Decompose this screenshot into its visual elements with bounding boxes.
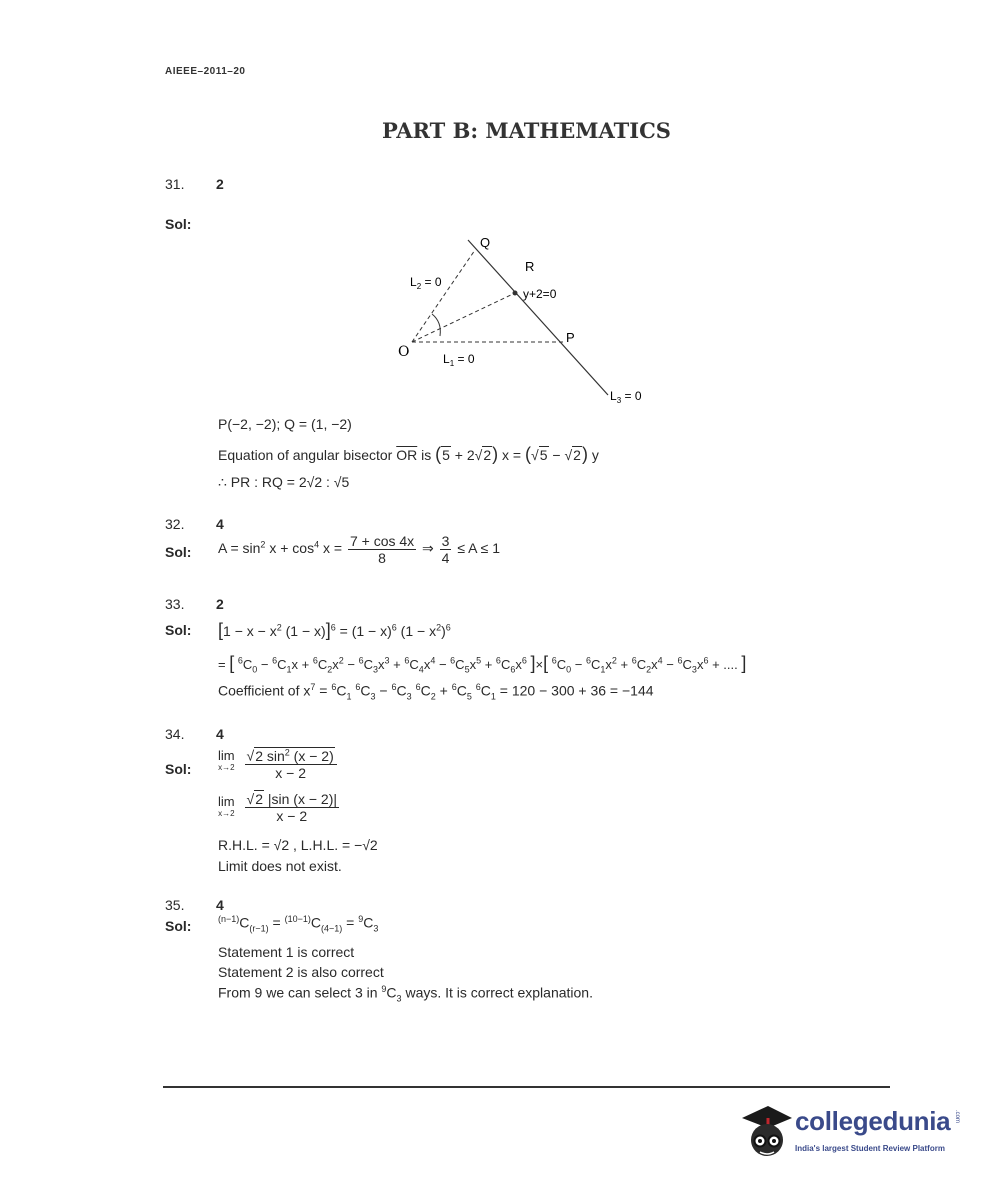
answer-32: 4	[216, 516, 224, 532]
sol31-line3: ∴ PR : RQ = 2√2 : √5	[218, 474, 350, 490]
sol31-line1: P(−2, −2); Q = (1, −2)	[218, 416, 352, 432]
brand-tagline: India's largest Student Review Platform	[795, 1144, 945, 1153]
answer-35: 4	[216, 897, 224, 913]
sol31-line2: Equation of angular bisector $\overline{OR}$ is (5 + 2√2) x = (√5 − √2) y	[218, 444, 599, 464]
sol35-line4: From 9 we can select 3 in $^9C_3$ ways. It is correct explanation.	[218, 984, 593, 1004]
label-r: R	[525, 259, 535, 274]
sol35-line3: Statement 2 is also correct	[218, 964, 384, 980]
page-header-code: AIEEE–2011–20	[165, 66, 246, 77]
point-r	[513, 291, 518, 296]
question-number-33: 33.	[165, 596, 185, 612]
sol34-line1: lim x→2 $\frac{√2 \sin^2 (x - 2)}{x - 2}$	[218, 744, 339, 781]
question-number-32: 32.	[165, 516, 185, 532]
label-o: O	[398, 344, 410, 360]
question-number-31: 31.	[165, 176, 185, 192]
sol32-line1: $A = \sin^2 x + \cos^4 x$ = $\frac{7 + \cos 4x}{8}$ ⇒ $\frac{3}{4}$ ≤ A ≤ 1	[218, 533, 500, 566]
question-number-34: 34.	[165, 726, 185, 742]
solution-label-33: Sol:	[165, 622, 192, 638]
geometry-diagram	[380, 230, 680, 410]
line-l3	[468, 240, 608, 395]
footer-rule	[163, 1086, 890, 1088]
collegedunia-mascot-icon	[738, 1100, 794, 1160]
label-l2: $L_2 = 0$	[410, 275, 442, 291]
sol33-line1: [$1 - x - x^2$ $(1 - x)]^6 = (1 - x)^6$ $(1 - x^2)^6$	[218, 620, 451, 640]
sol34-line3: R.H.L. = √2 , L.H.L. = −√2	[218, 837, 378, 853]
solution-label-35: Sol:	[165, 918, 192, 934]
sol35-line1: $^{(n-1)}C_{(r-1)} = ^{(10-1)}C_{(4-1)} = ^9C_3$	[218, 914, 379, 934]
solution-label-34: Sol:	[165, 761, 192, 777]
question-number-35: 35.	[165, 897, 185, 913]
sol34-line4: Limit does not exist.	[218, 858, 342, 874]
answer-31: 2	[216, 176, 224, 192]
sol34-line2: lim x→2 $\frac{√2 |\sin (x - 2)|}{x - 2}$	[218, 791, 337, 824]
label-q: Q	[480, 235, 491, 250]
brand-dotcom: .com	[954, 1110, 960, 1124]
brand-name: collegedunia	[795, 1106, 951, 1136]
answer-33: 2	[216, 596, 224, 612]
part-title: PART B: MATHEMATICS	[382, 118, 671, 143]
label-l1: $L_1 = 0$	[443, 352, 475, 368]
answer-34: 4	[216, 726, 224, 742]
label-y-line: y+2=0	[523, 287, 557, 301]
solution-label-32: Sol:	[165, 544, 192, 560]
label-l3: $L_3 = 0$	[610, 389, 642, 405]
line-l2	[412, 250, 475, 342]
sol33-line3: Coefficient of $x^7 = ^6C_1$ $^6C_3 - ^6C_3$ $^6C_2 + ^6C_5$ $^6C_1 = 120 - 300 + 36 = -144$	[218, 682, 654, 702]
angle-arc	[432, 314, 440, 336]
bisector-or	[412, 293, 515, 342]
label-p: P	[566, 330, 575, 345]
sol35-line2: Statement 1 is correct	[218, 944, 355, 960]
sol33-line2: = [ $^6C_0 - ^6C_1x + ^6C_2x^2 - ^6C_3x^3 + ^6C_4x^4 - ^6C_5x^5 + ^6C_6x^6$ ]×[ $^6C_0 - ^6C_1x^2 + ^6C_2x^4 - ^6C_3x^6$ + .... ]	[218, 653, 747, 675]
solution-label-31: Sol:	[165, 216, 192, 232]
